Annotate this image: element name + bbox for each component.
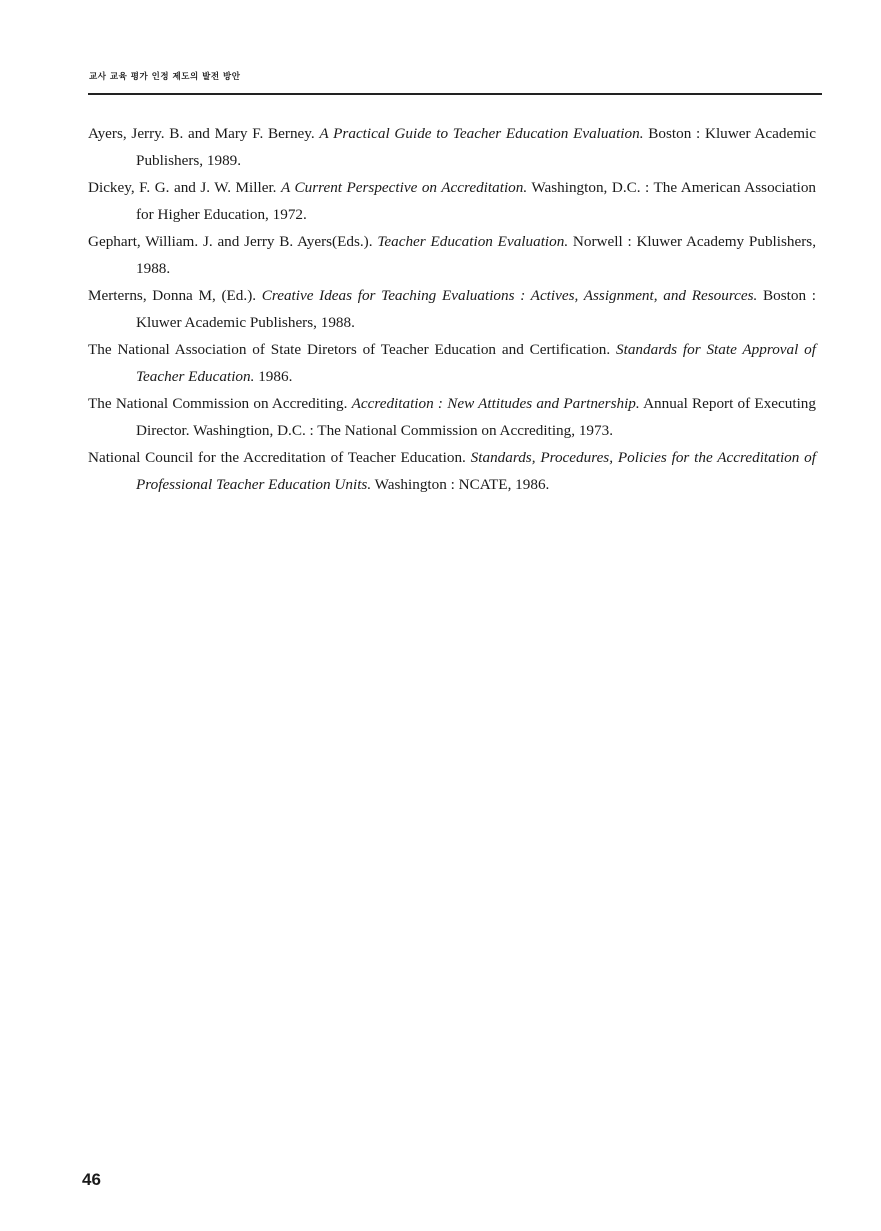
reference-title: A Practical Guide to Teacher Education Evaluation. — [319, 125, 644, 142]
reference-entry — [88, 336, 816, 390]
reference-authors: Gephart, William. J. and Jerry B. Ayers(Eds.). — [88, 233, 378, 250]
reference-authors: The National Commission on Accrediting. — [88, 395, 352, 412]
reference-publication: Washington : NCATE, 1986. — [371, 476, 550, 493]
header-rule — [88, 93, 822, 95]
reference-publication: Washington, D.C. : The American Association for Higher Education, 1972. — [136, 179, 817, 223]
reference-entry — [88, 228, 816, 282]
reference-title: A Current Perspective on Accreditation. — [280, 179, 528, 196]
reference-publication: Boston : Kluwer Academic Publishers, 1988. — [136, 287, 816, 331]
reference-publication: Annual Report of Executing Director. Washingtion, D.C. : The National Commission on Accrediting, 1973. — [136, 395, 816, 439]
reference-title: Standards for State Approval of Teacher Education. — [136, 341, 816, 385]
reference-title: Accreditation : New Attitudes and Partnership. — [351, 395, 640, 412]
reference-authors: The National Association of State Diretors of Teacher Education and Certification. — [88, 341, 617, 358]
reference-entry — [88, 390, 816, 444]
reference-title: Teacher Education Evaluation. — [377, 233, 569, 250]
reference-authors: Merterns, Donna M, (Ed.). — [88, 287, 262, 304]
running-header: 교사 교육 평가 인정 제도의 발전 방안 — [89, 72, 241, 82]
reference-entry — [88, 282, 816, 336]
reference-publication: Norwell : Kluwer Academy Publishers, 1988. — [136, 233, 816, 277]
reference-title: Standards, Procedures, Policies for the Accreditation of Professional Teacher Education Units. — [136, 449, 816, 493]
reference-entry — [88, 120, 816, 174]
reference-authors: National Council for the Accreditation of Teacher Education. — [88, 449, 471, 466]
reference-entry — [88, 444, 816, 498]
reference-publication: 1986. — [254, 368, 293, 385]
reference-authors: Dickey, F. G. and J. W. Miller. — [88, 179, 281, 196]
reference-entry — [88, 174, 816, 228]
page-number: 46 — [82, 1170, 101, 1189]
reference-authors: Ayers, Jerry. B. and Mary F. Berney. — [88, 125, 320, 142]
reference-publication: Boston : Kluwer Academic Publishers, 1989. — [136, 125, 816, 169]
reference-title: Creative Ideas for Teaching Evaluations : Actives, Assignment, and Resources. — [261, 287, 758, 304]
reference-list — [88, 120, 816, 498]
